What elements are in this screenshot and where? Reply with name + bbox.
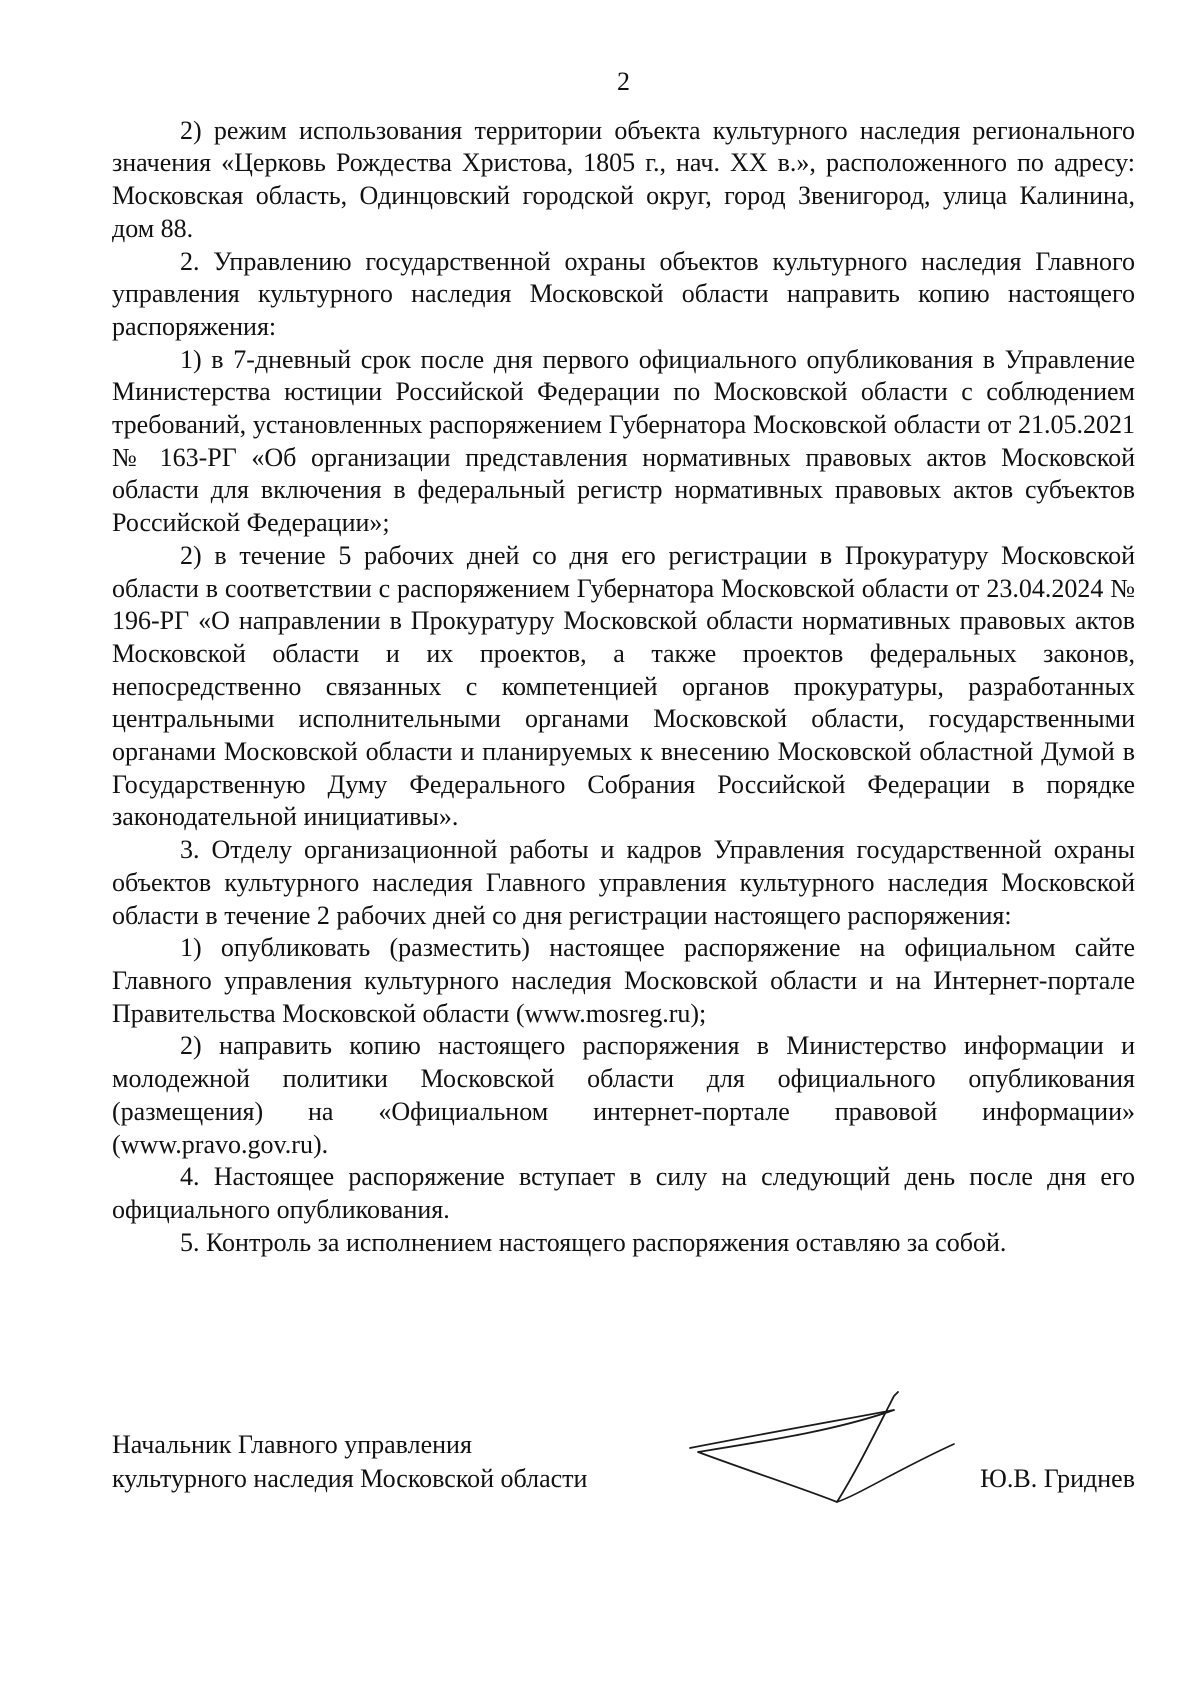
signature-block	[112, 1428, 1135, 1538]
page-number: 2	[617, 67, 630, 96]
signatory-name: Ю.В. Гриднев	[980, 1464, 1135, 1493]
signatory-title	[112, 1428, 587, 1496]
paragraph-item-2-2: 2) в течение 5 рабочих дней со дня его регистрации в Прокуратуру Московской области в соответствии с распоряжением Губернатора Московской области от 23.04.2024 № 196-РГ «О направлении в Прокуратуру Московской области нормативных правовых актов Московской области и их проектов, а также проектов федеральных законов, непосредственно связанных с компетенцией органов прокуратуры, разработанных центральными исполнительными органами Московской области, государственными органами Московской области и планируемых к внесению Московской областной Думой в Государственную Думу Федерального Собрания Российской Федерации в порядке законодательной инициативы».	[112, 540, 1135, 832]
signatory-title-line-2: культурного наследия Московской области	[112, 1464, 588, 1493]
paragraph-item-2: 2. Управлению государственной охраны объектов культурного наследия Главного управления культурного наследия Московской области направить копию настоящего распоряжения:	[112, 246, 1135, 341]
paragraph-item-4: 4. Настоящее распоряжение вступает в силу на следующий день после дня его официального опубликования.	[112, 1162, 1135, 1224]
paragraph-item-3: 3. Отделу организационной работы и кадров Управления государственной охраны объектов культурного наследия Главного управления культурного наследия Московской области в течение 2 рабочих дней со дня регистрации настоящего распоряжения:	[112, 835, 1135, 930]
signatory-title-line-1: Начальник Главного управления	[112, 1430, 472, 1459]
paragraph-zone-regime: 2) режим использования территории объекта культурного наследия регионального значения «Церковь Рождества Христова, 1805 г., нач. XX в.», расположенного по адресу: Московская область, Одинцовский городской округ, город Звенигород, улица Калинина, дом 88.	[112, 115, 1135, 243]
paragraph-item-3-2: 2) направить копию настоящего распоряжения в Министерство информации и молодежной политики Московской области для официального опубликования (размещения) на «Официальном интернет-портале правовой информации» (www.pravo.gov.ru).	[112, 1031, 1135, 1159]
paragraph-item-2-1: 1) в 7-дневный срок после дня первого официального опубликования в Управление Министерства юстиции Российской Федерации по Московской области с соблюдением требований, установленных распоряжением Губернатора Московской области от 21.05.2021 № 163-РГ «Об организации представления нормативных правовых актов Московской области для включения в федеральный регистр нормативных правовых актов субъектов Российской Федерации»;	[112, 344, 1135, 538]
paragraph-item-5: 5. Контроль за исполнением настоящего распоряжения оставляю за собой.	[180, 1227, 1007, 1257]
handwritten-signature	[632, 1390, 967, 1525]
paragraph-item-3-1: 1) опубликовать (разместить) настоящее распоряжение на официальном сайте Главного управления культурного наследия Московской области и на Интернет-портале Правительства Московской области (www.mosreg.ru);	[112, 933, 1135, 1028]
